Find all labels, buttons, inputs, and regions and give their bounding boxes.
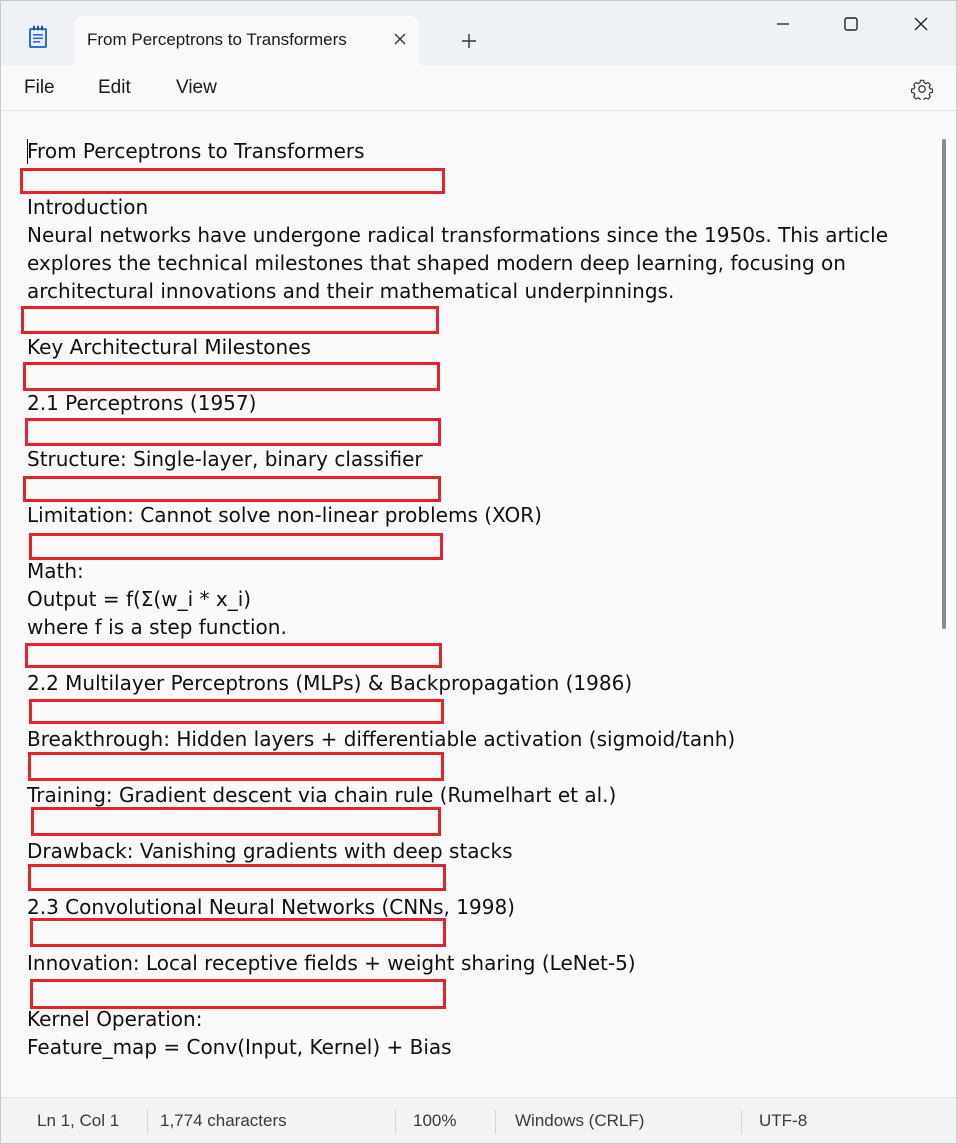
zoom-level[interactable]: 100% — [413, 1111, 457, 1130]
vertical-scrollbar[interactable] — [942, 139, 946, 629]
line-ending[interactable]: Windows (CRLF) — [515, 1111, 645, 1130]
section-2-1-math: Math: — [27, 559, 84, 583]
redaction-box — [28, 864, 446, 891]
redaction-box — [21, 306, 439, 334]
status-separator — [741, 1110, 742, 1134]
redaction-box — [30, 979, 446, 1009]
menu-edit[interactable]: Edit — [98, 77, 131, 98]
section-2-3-innovation: Innovation: Local receptive fields + weight sharing (LeNet-5) — [27, 951, 636, 975]
redaction-box — [25, 418, 441, 446]
section-2-2-breakthrough: Breakthrough: Hidden layers + differentiable activation (sigmoid/tanh) — [27, 727, 736, 751]
encoding[interactable]: UTF-8 — [759, 1111, 808, 1130]
minimize-icon[interactable] — [753, 1, 813, 46]
character-count: 1,774 characters — [160, 1111, 287, 1130]
intro-paragraph-line: architectural innovations and their mathematical underpinnings. — [27, 279, 675, 303]
redaction-box — [29, 533, 443, 560]
tab-title: From Perceptrons to Transformers — [87, 30, 347, 49]
redaction-box — [23, 476, 441, 502]
redaction-box — [25, 643, 442, 668]
tab-close-icon[interactable] — [389, 28, 411, 50]
redaction-box — [23, 362, 440, 391]
section-2-1-structure: Structure: Single-layer, binary classifier — [27, 447, 423, 471]
redaction-box — [20, 168, 445, 194]
intro-paragraph-line: explores the technical milestones that shaped modern deep learning, focusing on — [27, 251, 846, 275]
redaction-box — [30, 918, 446, 947]
maximize-icon[interactable] — [821, 1, 881, 46]
intro-heading: Introduction — [27, 195, 149, 219]
section-2-1-output: Output = f(Σ(w_i * x_i) — [27, 587, 252, 611]
close-window-icon[interactable] — [891, 1, 951, 46]
menu-file[interactable]: File — [24, 77, 55, 98]
new-tab-plus-icon[interactable] — [456, 28, 482, 54]
section-2-3-feature-map: Feature_map = Conv(Input, Kernel) + Bias — [27, 1035, 452, 1059]
menu-bar — [1, 65, 957, 111]
notepad-icon — [27, 25, 49, 49]
status-separator — [147, 1110, 148, 1134]
status-separator — [495, 1110, 496, 1134]
redaction-box — [29, 699, 444, 724]
section-2-1-where: where f is a step function. — [27, 615, 287, 639]
menu-view[interactable]: View — [176, 77, 217, 98]
status-separator — [395, 1110, 396, 1134]
section-2-3-heading: 2.3 Convolutional Neural Networks (CNNs, 1998) — [27, 895, 515, 919]
section-2-1-limitation: Limitation: Cannot solve non-linear problems (XOR) — [27, 503, 542, 527]
section-2-2-heading: 2.2 Multilayer Perceptrons (MLPs) & Backpropagation (1986) — [27, 671, 633, 695]
section-2-3-kernel: Kernel Operation: — [27, 1007, 203, 1031]
cursor-position[interactable]: Ln 1, Col 1 — [37, 1111, 120, 1130]
tab-document[interactable] — [74, 16, 419, 65]
intro-paragraph-line: Neural networks have undergone radical transformations since the 1950s. This article — [27, 223, 889, 247]
gear-icon[interactable] — [908, 75, 936, 103]
redaction-box — [31, 807, 441, 836]
doc-title: From Perceptrons to Transformers — [27, 139, 365, 163]
milestones-heading: Key Architectural Milestones — [27, 335, 311, 359]
section-2-2-training: Training: Gradient descent via chain rule (Rumelhart et al.) — [27, 783, 617, 807]
section-2-1-heading: 2.1 Perceptrons (1957) — [27, 391, 257, 415]
section-2-2-drawback: Drawback: Vanishing gradients with deep stacks — [27, 839, 513, 863]
title-bar[interactable] — [1, 1, 957, 65]
text-editor[interactable] — [1, 112, 957, 1097]
redaction-box — [28, 752, 444, 781]
status-bar — [1, 1097, 957, 1144]
